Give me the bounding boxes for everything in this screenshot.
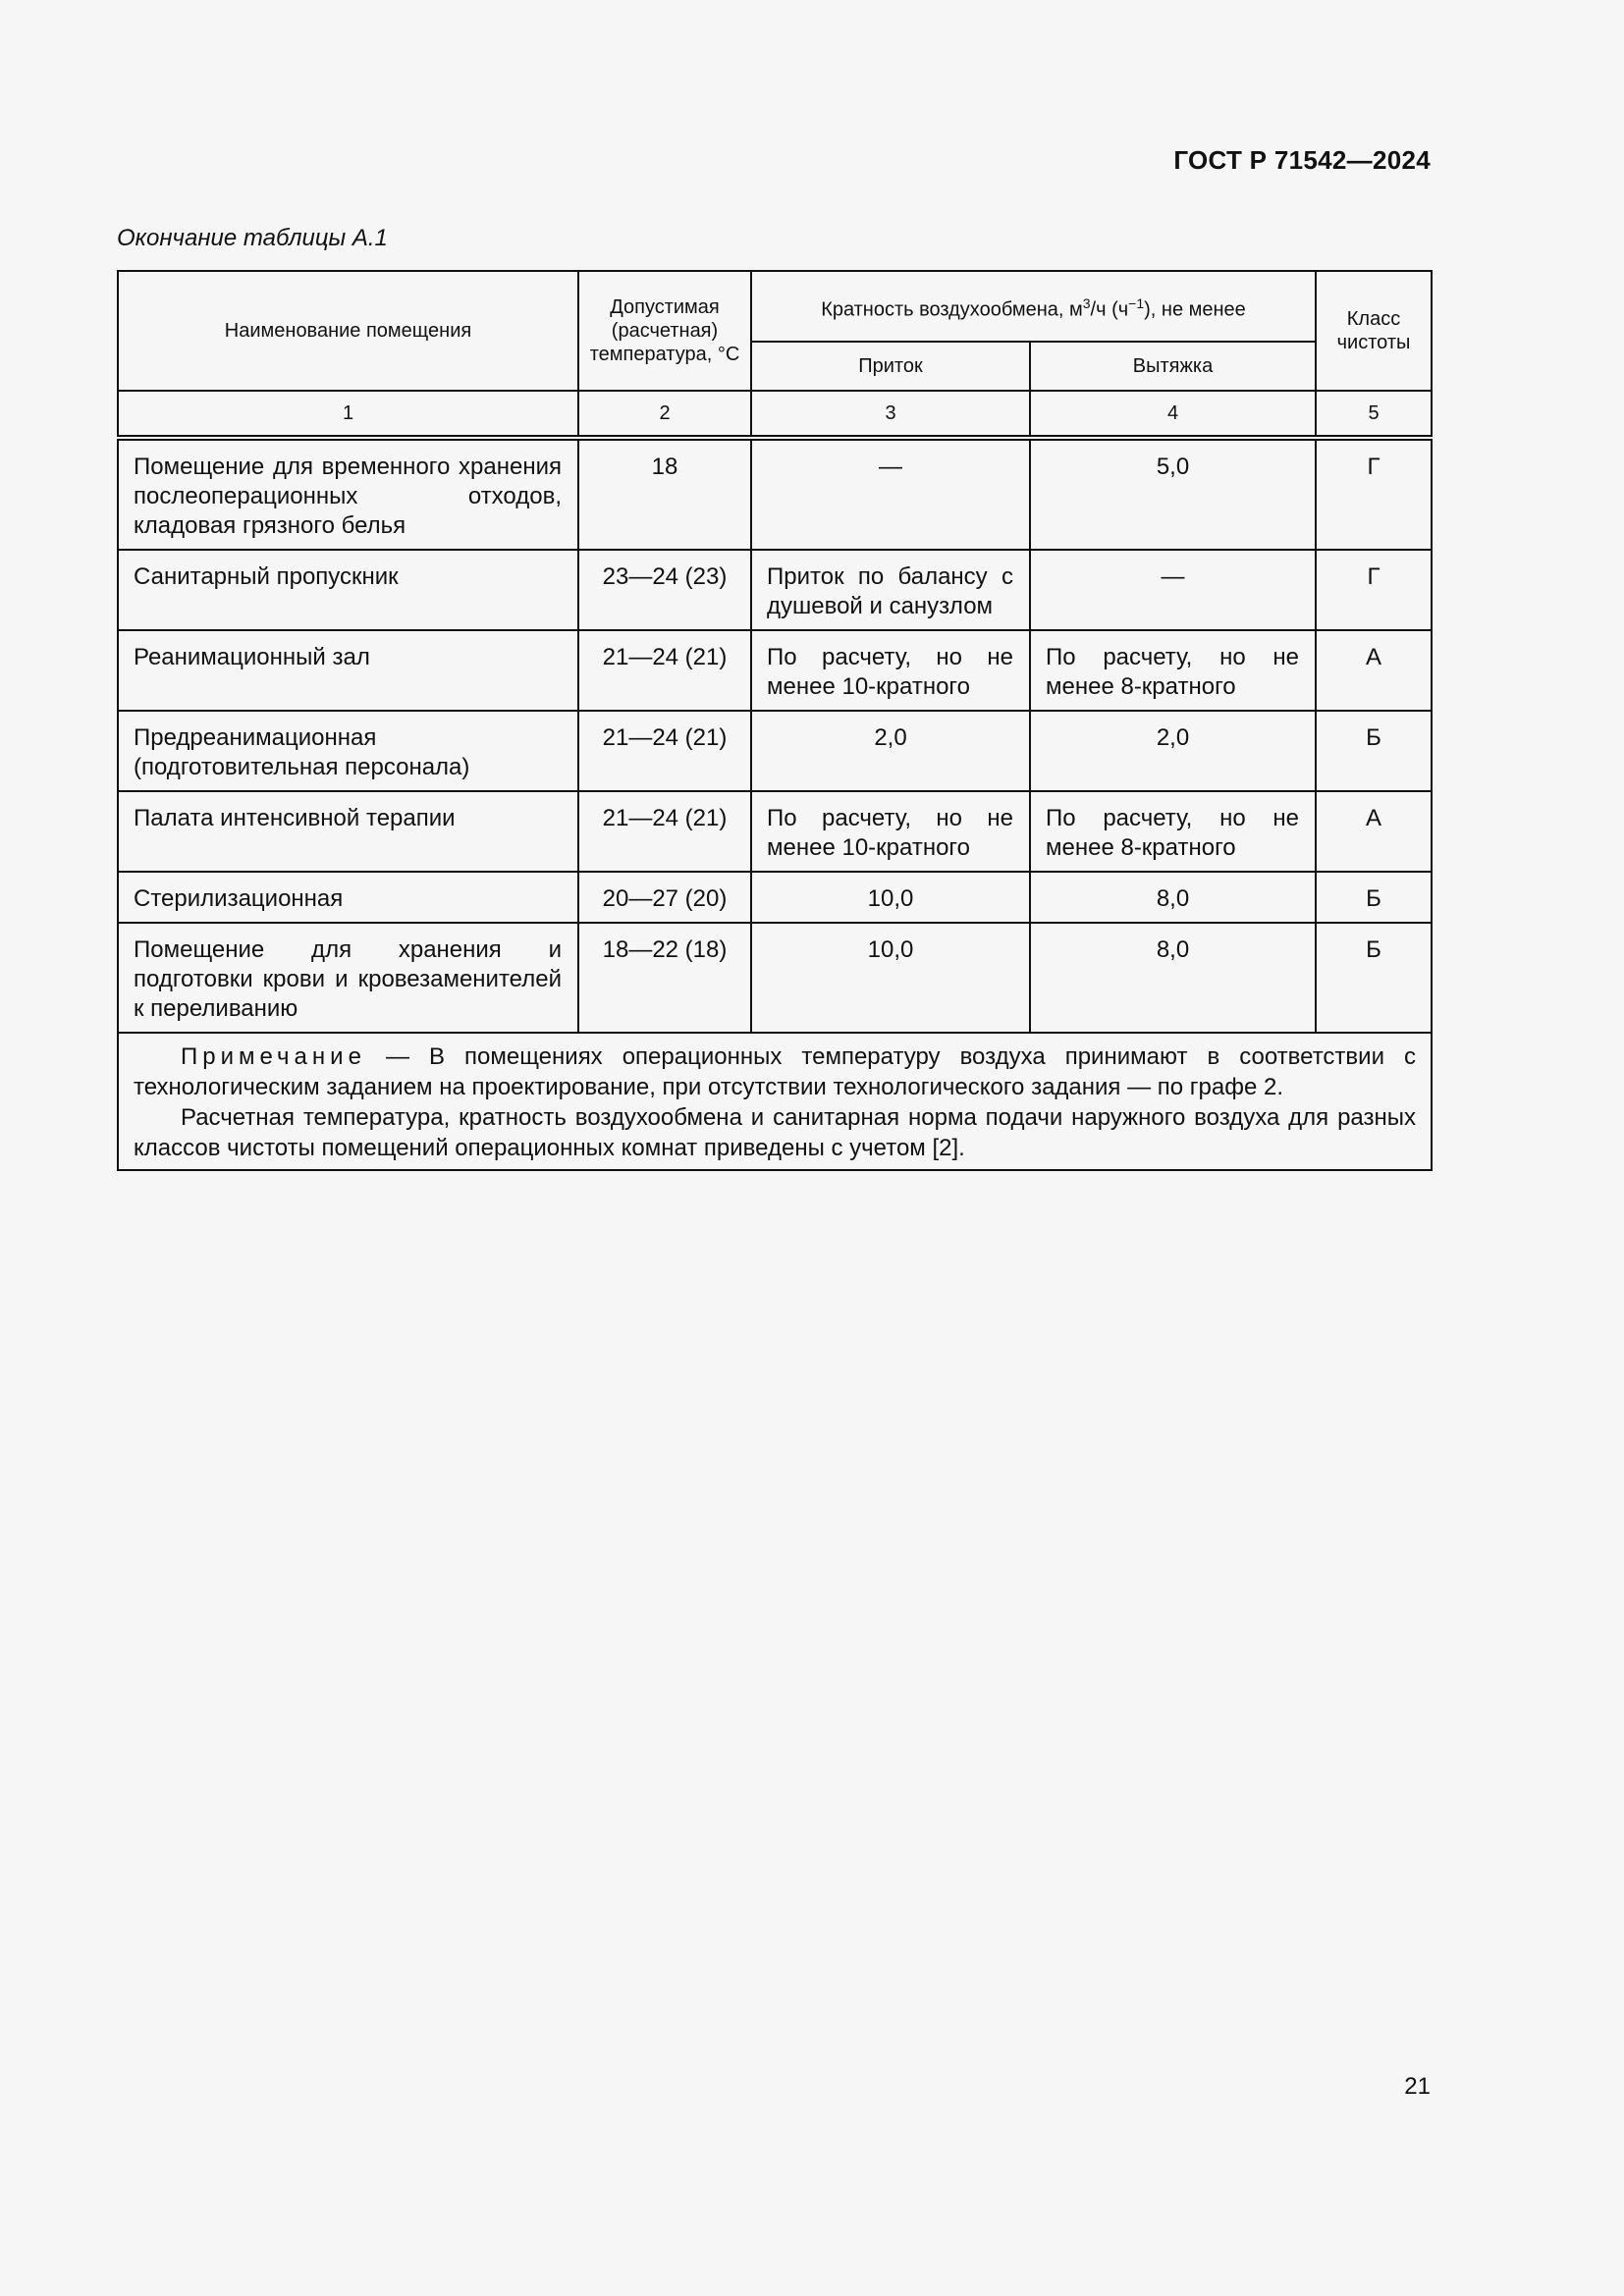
temperature-cell: 21—24 (21) (578, 630, 751, 711)
document-code: ГОСТ Р 71542—2024 (1173, 145, 1431, 175)
supply-cell: По расчету, но не менее 10-кратного (751, 630, 1030, 711)
temperature-cell: 20—27 (20) (578, 872, 751, 923)
table-row (118, 872, 1432, 923)
table-row (118, 630, 1432, 711)
column-number: 2 (578, 391, 751, 438)
column-number: 3 (751, 391, 1030, 438)
clean-class-cell: Б (1316, 711, 1432, 791)
exhaust-cell: По расчету, но не менее 8-кратного (1030, 630, 1316, 711)
header-air-exchange: Кратность воздухообмена, $м^3/ч$ $(ч^{-1})$, не менее (751, 271, 1316, 342)
table-row (118, 438, 1432, 550)
supply-cell: 10,0 (751, 872, 1030, 923)
table-caption: Окончание таблицы А.1 (117, 225, 388, 251)
temperature-cell: 18 (578, 438, 751, 550)
supply-cell: По расчету, но не менее 10-кратного (751, 791, 1030, 872)
header-room-name: Наименование помещения (118, 271, 578, 391)
clean-class-cell: Б (1316, 923, 1432, 1033)
temperature-cell: 21—24 (21) (578, 791, 751, 872)
temperature-cell: 23—24 (23) (578, 550, 751, 630)
exhaust-cell: — (1030, 550, 1316, 630)
room-name-cell: Палата интенсивной терапии (118, 791, 578, 872)
room-name-cell: Помещение для временного хранения послеоперационных отходов, кладовая грязного белья (118, 438, 578, 550)
clean-class-cell: Г (1316, 438, 1432, 550)
exhaust-cell: 8,0 (1030, 923, 1316, 1033)
header-exhaust: Вытяжка (1030, 342, 1316, 391)
table-row (118, 923, 1432, 1033)
exhaust-cell: По расчету, но не менее 8-кратного (1030, 791, 1316, 872)
table-row (118, 550, 1432, 630)
table-row (118, 791, 1432, 872)
clean-class-cell: А (1316, 630, 1432, 711)
supply-cell: 2,0 (751, 711, 1030, 791)
supply-cell: Приток по балансу с душевой и санузлом (751, 550, 1030, 630)
header-clean-class: Класс чистоты (1316, 271, 1432, 391)
temperature-cell: 21—24 (21) (578, 711, 751, 791)
exhaust-cell: 5,0 (1030, 438, 1316, 550)
note-text-1: — В помещениях операционных температуру воздуха принимают в соответствии с технологическим заданием на проектирование, при отсутствии технологического задания — по графе 2. (134, 1043, 1416, 1100)
room-name-cell: Предреанимационная (подготовительная персонала) (118, 711, 578, 791)
column-number: 1 (118, 391, 578, 438)
air-exchange-table (117, 270, 1433, 1171)
exhaust-cell: 2,0 (1030, 711, 1316, 791)
table-note-row (118, 1033, 1432, 1170)
table-row (118, 711, 1432, 791)
clean-class-cell: А (1316, 791, 1432, 872)
room-name-cell: Санитарный пропускник (118, 550, 578, 630)
clean-class-cell: Б (1316, 872, 1432, 923)
room-name-cell: Стерилизационная (118, 872, 578, 923)
column-number: 5 (1316, 391, 1432, 438)
header-supply: Приток (751, 342, 1030, 391)
supply-cell: 10,0 (751, 923, 1030, 1033)
note-label: Примечание (181, 1043, 366, 1070)
room-name-cell: Реанимационный зал (118, 630, 578, 711)
column-number: 4 (1030, 391, 1316, 438)
clean-class-cell: Г (1316, 550, 1432, 630)
exhaust-cell: 8,0 (1030, 872, 1316, 923)
room-name-cell: Помещение для хранения и подготовки крови и кровезаменителей к переливанию (118, 923, 578, 1033)
table-note (118, 1033, 1432, 1170)
column-numbers-row (118, 391, 1432, 438)
header-temperature: Допустимая (расчетная) температура, °С (578, 271, 751, 391)
note-text-2: Расчетная температура, кратность воздухообмена и санитарная норма подачи наружного воздуха для разных классов чистоты помещений операционных комнат приведены с учетом [2]. (134, 1104, 1416, 1161)
page-number: 21 (1404, 2073, 1431, 2100)
supply-cell: — (751, 438, 1030, 550)
temperature-cell: 18—22 (18) (578, 923, 751, 1033)
